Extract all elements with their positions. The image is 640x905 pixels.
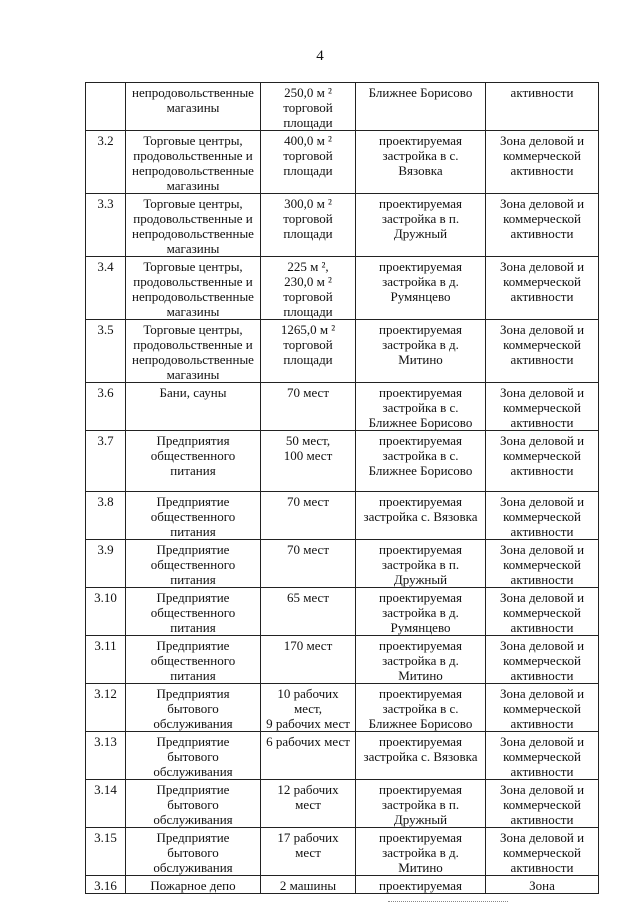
table-row	[86, 828, 599, 876]
table-row	[86, 876, 599, 894]
cell-location: проектируемая застройка в п. Дружный	[356, 540, 486, 588]
cell-num: 3.12	[86, 684, 126, 732]
cell-name: Торговые центры, продовольственные и непродовольственные магазины	[126, 131, 261, 194]
cell-num: 3.9	[86, 540, 126, 588]
cell-capacity: 10 рабочих мест, 9 рабочих мест	[261, 684, 356, 732]
cell-location: проектируемая застройка в с. Ближнее Борисово	[356, 383, 486, 431]
cell-name: Бани, сауны	[126, 383, 261, 431]
cell-name: Торговые центры, продовольственные и непродовольственные магазины	[126, 194, 261, 257]
cell-zone: Зона деловой и коммерческой активности	[486, 131, 599, 194]
page-number: 4	[316, 48, 324, 64]
cell-capacity: 1265,0 м ² торговой площади	[261, 320, 356, 383]
cell-num: 3.2	[86, 131, 126, 194]
cell-num: 3.15	[86, 828, 126, 876]
cell-location: проектируемая застройка в с. Ближнее Борисово	[356, 684, 486, 732]
cell-capacity: 12 рабочих мест	[261, 780, 356, 828]
cell-zone: Зона деловой и коммерческой активности	[486, 828, 599, 876]
cell-location: Ближнее Борисово	[356, 83, 486, 131]
cell-location: проектируемая застройка в д. Митино	[356, 320, 486, 383]
table-row	[86, 540, 599, 588]
cell-name: Пожарное депо	[126, 876, 261, 894]
cell-capacity: 250,0 м ² торговой площади	[261, 83, 356, 131]
cell-zone: Зона деловой и коммерческой активности	[486, 540, 599, 588]
cell-location: проектируемая застройка в д. Митино	[356, 828, 486, 876]
cell-num	[86, 83, 126, 131]
cell-location: проектируемая застройка с. Вязовка	[356, 492, 486, 540]
cell-location: проектируемая	[356, 876, 486, 894]
cell-num: 3.13	[86, 732, 126, 780]
cell-name: Предприятие бытового обслуживания	[126, 732, 261, 780]
cell-location: проектируемая застройка в п. Дружный	[356, 780, 486, 828]
cell-capacity: 6 рабочих мест	[261, 732, 356, 780]
cell-location: проектируемая застройка в д. Румянцево	[356, 257, 486, 320]
table-row	[86, 431, 599, 492]
table-body	[86, 83, 599, 894]
cell-num: 3.14	[86, 780, 126, 828]
cell-zone: Зона деловой и коммерческой активности	[486, 636, 599, 684]
cell-name: Предприятие бытового обслуживания	[126, 780, 261, 828]
cell-location: проектируемая застройка в с. Вязовка	[356, 131, 486, 194]
cell-name: Предприятие общественного питания	[126, 636, 261, 684]
cell-zone: Зона деловой и коммерческой активности	[486, 383, 599, 431]
cell-location: проектируемая застройка с. Вязовка	[356, 732, 486, 780]
cell-name: Предприятия бытового обслуживания	[126, 684, 261, 732]
cell-zone: Зона деловой и коммерческой активности	[486, 320, 599, 383]
cell-capacity: 70 мест	[261, 492, 356, 540]
table-row	[86, 131, 599, 194]
cell-num: 3.3	[86, 194, 126, 257]
cell-name: Предприятие бытового обслуживания	[126, 828, 261, 876]
cell-name: Предприятие общественного питания	[126, 588, 261, 636]
cell-capacity: 400,0 м ² торговой площади	[261, 131, 356, 194]
cell-num: 3.11	[86, 636, 126, 684]
cell-name: Предприятие общественного питания	[126, 540, 261, 588]
table-row	[86, 732, 599, 780]
table-row	[86, 83, 599, 131]
cell-capacity: 70 мест	[261, 540, 356, 588]
cell-zone: Зона деловой и коммерческой активности	[486, 732, 599, 780]
cell-location: проектируемая застройка в с. Ближнее Борисово	[356, 431, 486, 492]
cell-capacity: 65 мест	[261, 588, 356, 636]
cell-capacity: 17 рабочих мест	[261, 828, 356, 876]
table-row	[86, 636, 599, 684]
cell-name: Торговые центры, продовольственные и непродовольственные магазины	[126, 320, 261, 383]
cell-name: непродовольственные магазины	[126, 83, 261, 131]
table-row	[86, 780, 599, 828]
cell-capacity: 50 мест, 100 мест	[261, 431, 356, 492]
cell-num: 3.7	[86, 431, 126, 492]
cell-name: Торговые центры, продовольственные и непродовольственные магазины	[126, 257, 261, 320]
cell-name: Предприятие общественного питания	[126, 492, 261, 540]
cell-zone: активности	[486, 83, 599, 131]
cell-name: Предприятия общественного питания	[126, 431, 261, 492]
cell-num: 3.5	[86, 320, 126, 383]
cell-zone: Зона деловой и коммерческой активности	[486, 588, 599, 636]
cell-zone: Зона деловой и коммерческой активности	[486, 492, 599, 540]
cell-zone: Зона деловой и коммерческой активности	[486, 684, 599, 732]
cell-capacity: 225 м ², 230,0 м ² торговой площади	[261, 257, 356, 320]
footer-scan-mark	[388, 901, 508, 905]
table-row	[86, 383, 599, 431]
cell-num: 3.8	[86, 492, 126, 540]
table-row	[86, 194, 599, 257]
cell-location: проектируемая застройка в д. Румянцево	[356, 588, 486, 636]
cell-capacity: 300,0 м ² торговой площади	[261, 194, 356, 257]
table-row	[86, 588, 599, 636]
table-row	[86, 492, 599, 540]
cell-location: проектируемая застройка в д. Митино	[356, 636, 486, 684]
cell-capacity: 70 мест	[261, 383, 356, 431]
table-row	[86, 684, 599, 732]
cell-num: 3.6	[86, 383, 126, 431]
table-row	[86, 257, 599, 320]
cell-zone: Зона	[486, 876, 599, 894]
cell-location: проектируемая застройка в п. Дружный	[356, 194, 486, 257]
cell-zone: Зона деловой и коммерческой активности	[486, 194, 599, 257]
cell-num: 3.10	[86, 588, 126, 636]
cell-zone: Зона деловой и коммерческой активности	[486, 780, 599, 828]
cell-capacity: 2 машины	[261, 876, 356, 894]
cell-num: 3.16	[86, 876, 126, 894]
table-row	[86, 320, 599, 383]
cell-num: 3.4	[86, 257, 126, 320]
cell-capacity: 170 мест	[261, 636, 356, 684]
cell-zone: Зона деловой и коммерческой активности	[486, 257, 599, 320]
cell-zone: Зона деловой и коммерческой активности	[486, 431, 599, 492]
facilities-table	[85, 82, 599, 894]
